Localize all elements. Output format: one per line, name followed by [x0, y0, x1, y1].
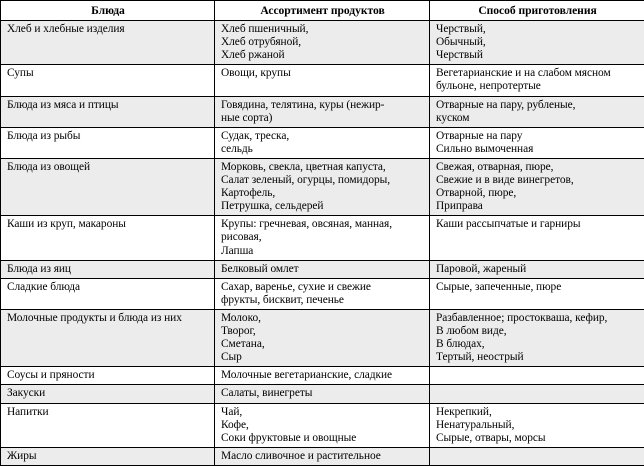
- cell-preparation-method: [430, 309, 644, 366]
- cell-line: Крупы: гречневая, овсяная, манная,: [221, 218, 393, 231]
- cell-line: Блюда из рыбы: [7, 129, 81, 142]
- cell-line-group: [7, 312, 209, 325]
- column-header-method: Способ приготовления: [430, 1, 644, 21]
- table-row: [1, 385, 644, 403]
- cell-line-group: [436, 218, 639, 231]
- cell-line-group: [221, 450, 424, 463]
- cell-line: Свежие и в виде винегретов,: [436, 174, 574, 187]
- cell-preparation-method: [430, 278, 644, 309]
- cell-line-group: [221, 218, 424, 257]
- cell-line-group: [7, 450, 209, 463]
- cell-line: Хлеб и хлебные изделия: [7, 23, 125, 36]
- table-row: [1, 367, 644, 385]
- cell-preparation-method: [430, 216, 644, 260]
- cell-line-group: [221, 369, 424, 382]
- cell-line-group: [221, 281, 424, 307]
- cell-preparation-method: [430, 385, 644, 403]
- cell-line: Молочные вегетарианские, сладкие: [221, 369, 393, 382]
- cell-product-assortment: [215, 158, 430, 215]
- cell-line: Некрепкий,: [436, 405, 492, 418]
- cell-line: Картофель,: [221, 187, 276, 200]
- cell-line-group: [221, 406, 424, 445]
- cell-line: Отварные на пару, рубленые,: [436, 98, 576, 111]
- cell-line: Сладкие блюда: [7, 280, 80, 293]
- cell-dish-category: [1, 278, 215, 309]
- cell-dish-category: [1, 447, 215, 465]
- table-row: [1, 216, 644, 260]
- cell-line: Блюда из яиц: [7, 262, 71, 275]
- cell-preparation-method: [430, 127, 644, 158]
- cell-line: фрукты, бисквит, печенье: [221, 293, 344, 306]
- cell-line-group: [7, 23, 209, 36]
- cell-line-group: [436, 161, 639, 213]
- cell-line-group: [7, 387, 209, 400]
- cell-dish-category: [1, 21, 215, 65]
- cell-line-group: [7, 161, 209, 174]
- cell-line-group: [221, 23, 424, 62]
- cell-line: Сметана,: [221, 338, 265, 351]
- cell-product-assortment: [215, 278, 430, 309]
- cell-line: Петрушка, сельдерей: [221, 200, 324, 213]
- cell-dish-category: [1, 96, 215, 127]
- cell-product-assortment: [215, 309, 430, 366]
- cell-line: Хлеб ржаной: [221, 49, 285, 62]
- cell-line: Блюда из овощей: [7, 160, 91, 173]
- cell-dish-category: [1, 216, 215, 260]
- cell-line: Тертый, неострый: [436, 351, 524, 364]
- table-row: [1, 260, 644, 278]
- cell-line-group: [221, 67, 424, 80]
- cell-line: Отварные на пару: [436, 129, 523, 142]
- cell-dish-category: [1, 403, 215, 447]
- table-row: [1, 278, 644, 309]
- cell-line: Ненатуральный,: [436, 418, 515, 431]
- cell-line: Каши из круп, макароны: [7, 218, 126, 231]
- table-row: [1, 21, 644, 65]
- cell-line-group: [221, 263, 424, 276]
- cell-line-group: [436, 130, 639, 156]
- cell-line: Обычный,: [436, 36, 486, 49]
- cell-line: Молочные продукты и блюда из них: [7, 311, 182, 324]
- cell-dish-category: [1, 309, 215, 366]
- cell-line: Блюда из мяса и птицы: [7, 98, 119, 111]
- cell-preparation-method: [430, 403, 644, 447]
- cell-line: Соусы и пряности: [7, 369, 95, 382]
- cell-line-group: [221, 99, 424, 125]
- cell-line: Белковый омлет: [221, 262, 299, 275]
- cell-line: Супы: [7, 67, 34, 80]
- cell-line: Черствый: [436, 49, 483, 62]
- cell-line: Овощи, крупы: [221, 67, 291, 80]
- cell-line: Соки фруктовые и овощные: [221, 431, 357, 444]
- cell-product-assortment: [215, 216, 430, 260]
- cell-line: Сильно вымоченная: [436, 142, 534, 155]
- cell-line: В любом виде,: [436, 325, 507, 338]
- cell-line: Свежая, отварная, пюре,: [436, 160, 554, 173]
- table-row: [1, 158, 644, 215]
- cell-dish-category: [1, 127, 215, 158]
- cell-line: Жиры: [7, 449, 37, 462]
- column-header-dishes: Блюда: [1, 1, 215, 21]
- cell-line: Сыр: [221, 351, 242, 364]
- cell-product-assortment: [215, 367, 430, 385]
- cell-line: В блюдах,: [436, 338, 485, 351]
- cell-line: Салаты, винегреты: [221, 387, 313, 400]
- table-row: [1, 403, 644, 447]
- cell-preparation-method: [430, 158, 644, 215]
- table-header: [1, 1, 644, 21]
- cell-product-assortment: [215, 403, 430, 447]
- cell-line: Закуски: [7, 387, 46, 400]
- cell-product-assortment: [215, 260, 430, 278]
- cell-dish-category: [1, 260, 215, 278]
- cell-line-group: [221, 130, 424, 156]
- cell-line: Отварной, пюре,: [436, 187, 517, 200]
- cell-line-group: [7, 369, 209, 382]
- cell-line: Сырые, отвары, морсы: [436, 431, 546, 444]
- cell-preparation-method: [430, 367, 644, 385]
- cell-line: Каши рассыпчатые и гарниры: [436, 218, 581, 231]
- cell-line-group: [436, 406, 639, 445]
- table-body: [1, 21, 644, 466]
- cell-line: Салат зеленый, огурцы, помидоры,: [221, 174, 391, 187]
- cell-line-group: [436, 23, 639, 62]
- cell-product-assortment: [215, 447, 430, 465]
- cell-preparation-method: [430, 96, 644, 127]
- table-header-row: [1, 1, 644, 21]
- cell-line: Паровой, жареный: [436, 262, 527, 275]
- cell-line-group: [7, 281, 209, 294]
- cell-line: Сырые, запеченные, пюре: [436, 280, 562, 293]
- cell-line: Молоко,: [221, 311, 261, 324]
- cell-dish-category: [1, 367, 215, 385]
- cell-line: Черствый,: [436, 23, 486, 36]
- cell-line: Вегетарианские и на слабом мясном: [436, 67, 611, 80]
- cell-line: бульоне, непротертые: [436, 80, 541, 93]
- cell-line: сельдь: [221, 142, 253, 155]
- cell-product-assortment: [215, 21, 430, 65]
- cell-preparation-method: [430, 65, 644, 96]
- cell-line: рисовая,: [221, 231, 262, 244]
- cell-line-group: [436, 312, 639, 364]
- cell-line-group: [7, 130, 209, 143]
- cell-line-group: [436, 263, 639, 276]
- cell-line: Приправа: [436, 200, 483, 213]
- cell-line: Хлеб отрубяной,: [221, 36, 302, 49]
- table-row: [1, 65, 644, 96]
- cell-line-group: [7, 99, 209, 112]
- cell-line: Говядина, телятина, куры (нежир-: [221, 98, 385, 111]
- cell-line-group: [7, 67, 209, 80]
- cell-product-assortment: [215, 96, 430, 127]
- cell-dish-category: [1, 65, 215, 96]
- cell-line-group: [221, 387, 424, 400]
- cell-product-assortment: [215, 65, 430, 96]
- cell-line-group: [7, 263, 209, 276]
- cell-line-group: [436, 281, 639, 294]
- cell-dish-category: [1, 158, 215, 215]
- cell-line: Морковь, свекла, цветная капуста,: [221, 160, 386, 173]
- cell-line: Масло сливочное и растительное: [221, 449, 381, 462]
- cell-line: Лапша: [221, 244, 254, 257]
- cell-product-assortment: [215, 127, 430, 158]
- cell-line: Разбавленное; простокваша, кефир,: [436, 311, 608, 324]
- cell-line: Кофе,: [221, 418, 249, 431]
- cell-line: Творог,: [221, 325, 256, 338]
- table-row: [1, 309, 644, 366]
- cell-line: Сахар, варенье, сухие и свежие: [221, 280, 371, 293]
- table-row: [1, 447, 644, 465]
- cell-preparation-method: [430, 21, 644, 65]
- cell-line-group: [221, 312, 424, 364]
- cell-line: Судак, треска,: [221, 129, 290, 142]
- cell-line: Чай,: [221, 405, 243, 418]
- cell-line-group: [7, 218, 209, 231]
- cell-preparation-method: [430, 260, 644, 278]
- cell-product-assortment: [215, 385, 430, 403]
- cell-line-group: [436, 67, 639, 93]
- table-row: [1, 127, 644, 158]
- cell-line-group: [436, 99, 639, 125]
- cell-line: ные сорта): [221, 111, 273, 124]
- cell-preparation-method: [430, 447, 644, 465]
- cell-line: Напитки: [7, 405, 49, 418]
- cell-line: куском: [436, 111, 470, 124]
- column-header-assortment: Ассортимент продуктов: [215, 1, 430, 21]
- cell-line: Хлеб пшеничный,: [221, 23, 309, 36]
- table-row: [1, 96, 644, 127]
- cell-dish-category: [1, 385, 215, 403]
- cell-line-group: [221, 161, 424, 213]
- cell-line-group: [7, 406, 209, 419]
